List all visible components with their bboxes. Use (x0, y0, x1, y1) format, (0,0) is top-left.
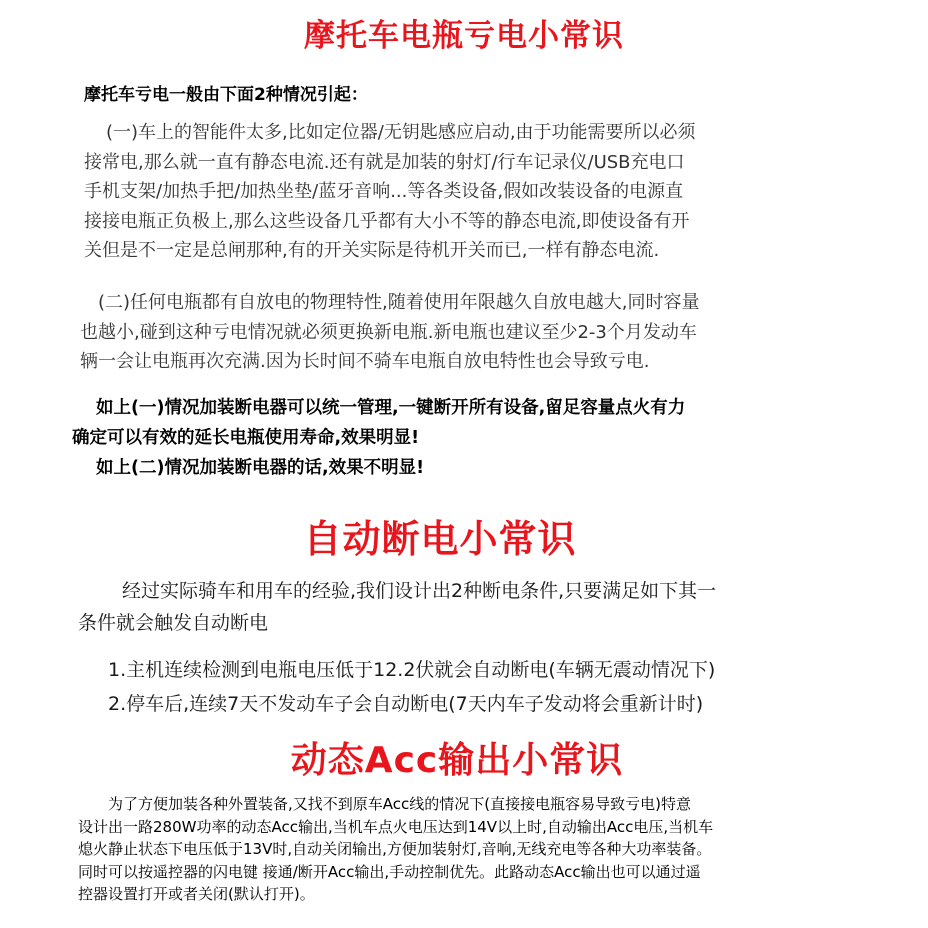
cause-one-line: 关但是不一定是总闸那种,有的开关实际是待机开关而已,一样有静态电流. (84, 240, 660, 261)
cause-one-line: 接常电,那么就一直有静态电流.还有就是加装的射灯/行车记录仪/USB充电口 (84, 151, 685, 173)
auto-cutoff-intro (78, 575, 716, 639)
auto-cutoff-title: 自动断电小常识 (303, 517, 577, 561)
acc-line: 设计出一路280W功率的动态Acc输出,当机车点火电压达到14V以上时,自动输出Acc电压,当机车 (78, 817, 714, 836)
drain-causes-lead: 摩托车亏电一般由下面2种情况引起： (84, 85, 368, 105)
dynamic-acc-paragraph (78, 793, 713, 906)
cause-two-line: 也越小,碰到这种亏电情况就必须更换新电瓶.新电瓶也建议至少2-3个月发动车 (80, 321, 697, 343)
conclusion-line: 确定可以有效的延长电瓶使用寿命,效果明显! (72, 428, 420, 448)
cause-two-line: (二)任何电瓶都有自放电的物理特性,随着使用年限越久自放电越大,同时容量 (98, 292, 700, 313)
cause-one-line: 手机支架/加热手把/加热坐垫/蓝牙音响...等各类设备,假如改装设备的电源直 (84, 181, 684, 202)
intro-line: 经过实际骑车和用车的经验,我们设计出2种断电条件,只要满足如下其一 (122, 580, 717, 602)
cause-one-line: 接接电瓶正负极上,那么这些设备几乎都有大小不等的静态电流,即使设备有开 (84, 210, 690, 232)
cause-one-line: (一)车上的智能件太多,比如定位器/无钥匙感应启动,由于功能需要所以必须 (106, 122, 696, 143)
conclusion-paragraph (72, 393, 685, 453)
cause-two-line: 辆一会让电瓶再次充满.因为长时间不骑车电瓶自放电特性也会导致亏电. (80, 351, 650, 372)
dynamic-acc-title: 动态Acc输出小常识 (290, 740, 624, 781)
intro-line: 条件就会触发自动断电 (78, 612, 269, 634)
battery-drain-title: 摩托车电瓶亏电小常识 (304, 18, 624, 54)
acc-line: 控器设置打开或者关闭(默认打开)。 (78, 885, 315, 903)
conclusion-line-two: 如上(二)情况加装断电器的话,效果不明显! (96, 458, 425, 478)
acc-line: 熄火静止状态下电压低于13V时,自动关闭输出,方便加装射灯,音响,无线充电等各种大功率装备。 (78, 840, 712, 858)
cutoff-condition-2: 2.停车后,连续7天不发动车子会自动断电(7天内车子发动将会重新计时) (108, 693, 704, 715)
acc-line: 为了方便加装各种外置装备,又找不到原车Acc线的情况下(直接接电瓶容易导致亏电)特意 (108, 795, 691, 813)
cause-two-paragraph (80, 288, 700, 377)
cause-one-paragraph (84, 118, 696, 266)
conclusion-line: 如上(一)情况加装断电器可以统一管理,一键断开所有设备,留足容量点火有力 (96, 398, 686, 418)
cutoff-condition-1: 1.主机连续检测到电瓶电压低于12.2伏就会自动断电(车辆无震动情况下) (108, 659, 716, 681)
acc-line: 同时可以按遥控器的闪电键 接通/断开Acc输出,手动控制优先。此路动态Acc输出也可以通过遥 (78, 862, 701, 881)
